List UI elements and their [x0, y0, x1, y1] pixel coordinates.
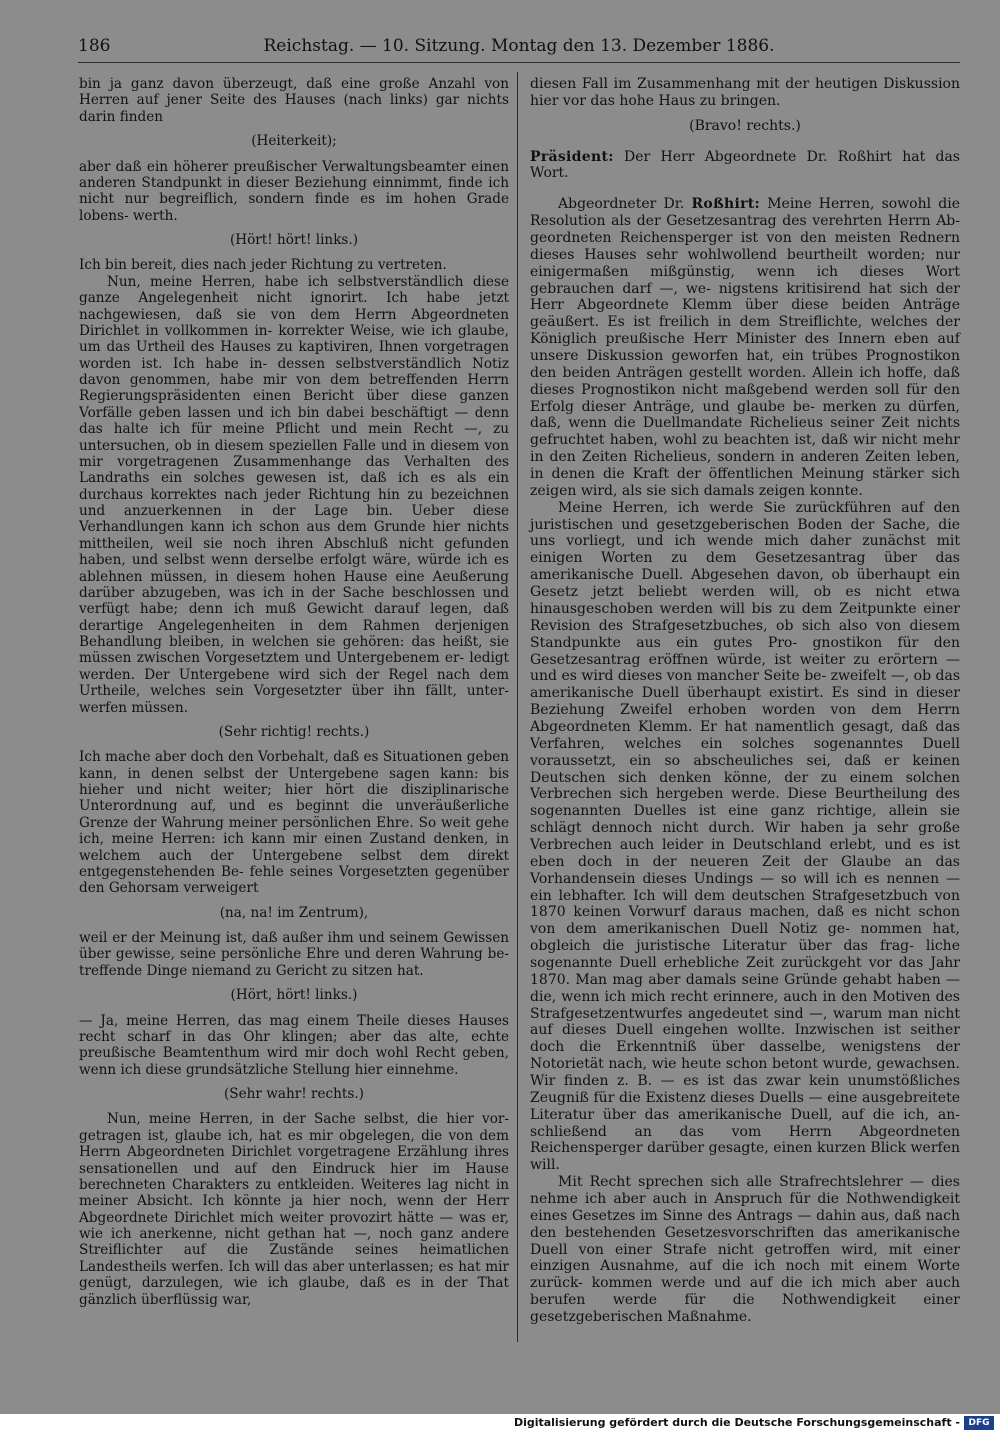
footer-credit: Digitalisierung gefördert durch die Deutsche Forschungsgemeinschaft -: [513, 1416, 960, 1429]
paragraph: Meine Herren, ich werde Sie zurückführen auf den juristischen und gesetzgeberischen Boden der Sache, die uns vorliegt, und ich wende mich daher zunächst mit einigen Worten zu dem Gesetzesantrag über das amerikanische Duell. Abgesehen davon, ob überhaupt ein Gesetz jetzt beliebt werden will, ob es nicht etwa hinausgeschoben werden will bis zu dem Zeitpunkte einer Revision des Strafgesetzbuches, ob sich also von diesem Standpunkte aus ein gutes Pro- gnostikon für den Gesetzesantrag eröffnen würde, ist weiter zu erörtern — und es wird dieses von mancher Seite be- zweifelt —, ob das amerikanische Duell überhaupt existirt. Es sind in dieser Beziehung Zweifel erhoben worden von dem Herrn Abgeordneten Klemm. Er hat namentlich gesagt, daß das Verfahren, welches ein solches sogenanntes Duell voraussetzt, ein so abscheuliches sei, daß er keinen Deutschen sich denken könne, der zu einem solchen Verbrechen sich hergeben werde. Diese Beurtheilung des sogenannten Duelles ist eine ganz richtige, allein sie schlägt dennoch nicht durch. Wir haben ja sehr große Verbrechen auch leider in Deutschland erlebt, und es ist eben doch in der neueren Zeit der Glaube an das Vorhandensein dieses Undings — so will ich es nennen — ein lebhafter. Ich will dem deutschen Strafgesetzbuch von 1870 keinen Vorwurf daraus machen, daß es nicht schon von dem amerikanischen Duell Notiz ge- nommen hat, obgleich die juristische Literatur über das frag- liche sogenannte Duell erhebliche Zeit zurückgeht vor das Jahr 1870. Man mag aber damals seine Gründe gehabt haben — die, wenn ich mich recht erinnere, auch in den Motiven des Strafgesetzentwurfes angedeutet sind —, warum man nicht auf dieses Duell eingehen wollte. Inzwischen ist seither doch die Erkenntniß über dasselbe, wenigstens der Notorietät nach, wie heute schon betont wurde, gewachsen. Wir finden z. B. — es ist das zwar kein unumstößliches Zeugniß für die Existenz dieses Duells — eine ausgebreitete Literatur über das amerikanische Duell, auf die ich, an- schließend an das vom Herrn Abgeordneten Reichensperger darüber gesagte, einen kurzen Blick werfen will.: [530, 499, 961, 1174]
paragraph: bin ja ganz davon überzeugt, daß eine große Anzahl von Herren auf jener Seite des Hauses (nach links) gar nichts darin finden: [79, 76, 509, 125]
page-number: 186: [78, 36, 111, 56]
paragraph: Ich mache aber doch den Vorbehalt, daß es Situationen geben kann, in denen selbst der Untergebene sagen kann: bis hieher und nicht weiter; hier hört die disziplinarische Unterordnung auf, und es beginnt die unveräußerliche Grenze der Wahrung meiner persönlichen Ehre. So weit gehe ich, meine Herren: ich kann mir einen Zustand denken, in welchem auch der Untergebene selbst dem direkt entgegenstehenden Be- fehle seines Vorgesetzten gegenüber den Gehorsam verweigert: [79, 749, 509, 897]
paragraph: Nun, meine Herren, in der Sache selbst, die hier vor- getragen ist, glaube ich, hat es mir obgelegen, die von dem Herrn Abgeordneten Dirichlet vorgetragene Erzählung ihres sensationellen und auf den Eindruck hier im Hause berechneten Charakters zu entkleiden. Weiteres lag nicht in meiner Absicht. Ich könnte ja hier noch, wenn der Herr Abgeordnete Dirichlet mich weiter provozirt hätte — was er, wie ich anerkenne, nicht gethan hat —, noch ganz andere Streiflichter auf die Zustände seines heimatlichen Landestheils werfen. Ich will das aber unterlassen; es hat mir genügt, darzulegen, wie ich glaube, daß es in der That gänzlich überflüssig war,: [79, 1111, 509, 1308]
column-divider: [517, 72, 518, 1342]
right-column: [530, 76, 960, 1326]
speaker-name: Roßhirt:: [691, 196, 761, 213]
left-column: [79, 76, 509, 1308]
speech-text: Der Herr Abgeordnete Dr. Roßhirt hat das Wort.: [530, 148, 960, 182]
interjection: (Hört, hört! links.): [230, 987, 358, 1004]
speaker-name: Präsident:: [530, 148, 614, 165]
paragraph: weil er der Meinung ist, daß außer ihm und seinem Gewissen über gewisse, seine persönliche Ehre und deren Wahrung be- treffende Dinge niemand zu Gericht zu sitzen hat.: [79, 930, 509, 979]
interjection: (Heiterkeit);: [251, 133, 337, 150]
interjection: (na, na! im Zentrum),: [219, 904, 369, 921]
interjection: (Hört! hört! links.): [229, 232, 359, 248]
interjection: (Sehr wahr! rechts.): [224, 1086, 364, 1102]
footer: [0, 1414, 1000, 1432]
header-rule: [78, 62, 960, 63]
speech-text: Meine Herren, sowohl die Resolution als der Gesetzesantrag des verehrten Herrn Ab- geordneten Reichensperger ist von den meisten Rednern dieses Hauses sehr wohlwollend beurtheilt worden; nur einigermaßen mißgünstig, wenn ich dieses Wort gebrauchen darf —, we- nigstens kritisirend hat sich der Herr Abgeordnete Klemm über diese beiden Anträge geäußert. Es ist freilich in dem Streiflichte, welches der Königlich preußische Herr Minister des Innern eben auf unsere Diskussion geworfen hat, ein trübes Prognostikon den beiden Anträgen gestellt worden. Allein ich hoffe, daß dieses Prognostikon nicht maßgebend werden soll für den Erfolg dieser Anträge, und glaube be- merken zu dürfen, daß, wenn die Duellmandate Richelieus seiner Zeit nichts gefruchtet haben, wohl zu beachten ist, daß wir nicht mehr in den Zeiten Richelieus, sondern in anderen Zeiten leben, in denen die Kraft der öffentlichen Meinung stärker sich zeigen wird, als sie sich damals zeigen konnte.: [530, 196, 961, 499]
page-header: [78, 34, 960, 60]
speaker-paragraph: [530, 196, 960, 499]
interjection: (Bravo! rechts.): [689, 117, 801, 134]
paragraph: Mit Recht sprechen sich alle Strafrechtslehrer — dies nehme ich aber auch in Anspruch für die Nothwendigkeit eines Gesetzes im Sinne des Antrags — dahin aus, daß nach den bestehenden Gesetzesvorschriften das amerikanische Duell von einer Strafe nicht getroffen wird, mit einer einzigen Ausnahme, auf die ich noch mit einem Worte zurück- kommen werde und auf die ich mich aber auch berufen werde für die Nothwendigkeit einer gesetzgeberischen Maßnahme.: [530, 1174, 960, 1326]
speaker-paragraph: [530, 149, 960, 183]
paragraph: — Ja, meine Herren, das mag einem Theile dieses Hauses recht scharf in das Ohr klingen; aber das alte, echte preußische Beamtenthum wird mir doch wohl Recht geben, wenn ich diese grundsätzliche Stellung hier einnehme.: [79, 1012, 509, 1078]
paragraph: aber daß ein höherer preußischer Verwaltungsbeamter einen anderen Standpunkt in dieser Beziehung einnimmt, finde ich nicht nur begreiflich, sondern finde es im hohen Grade lobens- werth.: [79, 158, 509, 224]
paragraph: Ich bin bereit, dies nach jeder Richtung zu vertreten.: [79, 257, 447, 274]
paragraph: Nun, meine Herren, habe ich selbstverständlich diese ganze Angelegenheit nicht ignorirt. Ich habe jetzt nachgewiesen, daß sie von dem Herrn Abgeordneten Dirichlet in vollkommen in- korrekter Weise, wie ich glaube, um das Urtheil des Hauses zu kaptiviren, Ihnen vorgetragen worden ist. Ich habe in- dessen selbstverständlich Notiz davon genommen, habe mir von dem betreffenden Herrn Regierungspräsidenten einen Bericht über diese ganzen Vorfälle geben lassen und ich bin dabei beschäftigt — denn das halte ich für meine Pflicht und mein Recht —, zu untersuchen, ob in diesem speziellen Falle und in diesem von mir vorgetragenen Zusammenhange das Verhalten des Landraths ein solches gewesen ist, daß ich es als ein durchaus korrektes nach jeder Richtung hin zu bezeichnen und anzuerkennen in der Lage bin. Ueber diese Verhandlungen kann ich schon aus dem Grunde hier nichts mittheilen, weil sie noch ihren Abschluß nicht gefunden haben, und selbst wenn derselbe erfolgt wäre, würde ich es ablehnen müssen, in diesem hohen Hause eine Aeußerung darüber abzugeben, was ich in der Sache beschlossen und verfügt habe; denn ich muß Gewicht darauf legen, daß derartige Angelegenheiten in dem Rahmen derjenigen Behandlung bleiben, in welchen sie gehören: das heißt, sie müssen zwischen Vorgesetztem und Untergebenem er- ledigt werden. Der Untergebene wird sich der Regel nach dem Urtheile, welches sein Vorgesetzter über ihn fällt, unter- werfen müssen.: [79, 273, 509, 716]
running-title: Reichstag. — 10. Sitzung. Montag den 13. Dezember 1886.: [263, 36, 775, 56]
interjection: (Sehr richtig! rechts.): [218, 723, 370, 740]
dfg-logo: DFG: [964, 1416, 994, 1430]
paragraph: diesen Fall im Zusammenhang mit der heutigen Diskussion hier vor das hohe Haus zu bringen.: [530, 76, 960, 109]
speaker-title: Abgeordneter Dr.: [558, 196, 692, 213]
